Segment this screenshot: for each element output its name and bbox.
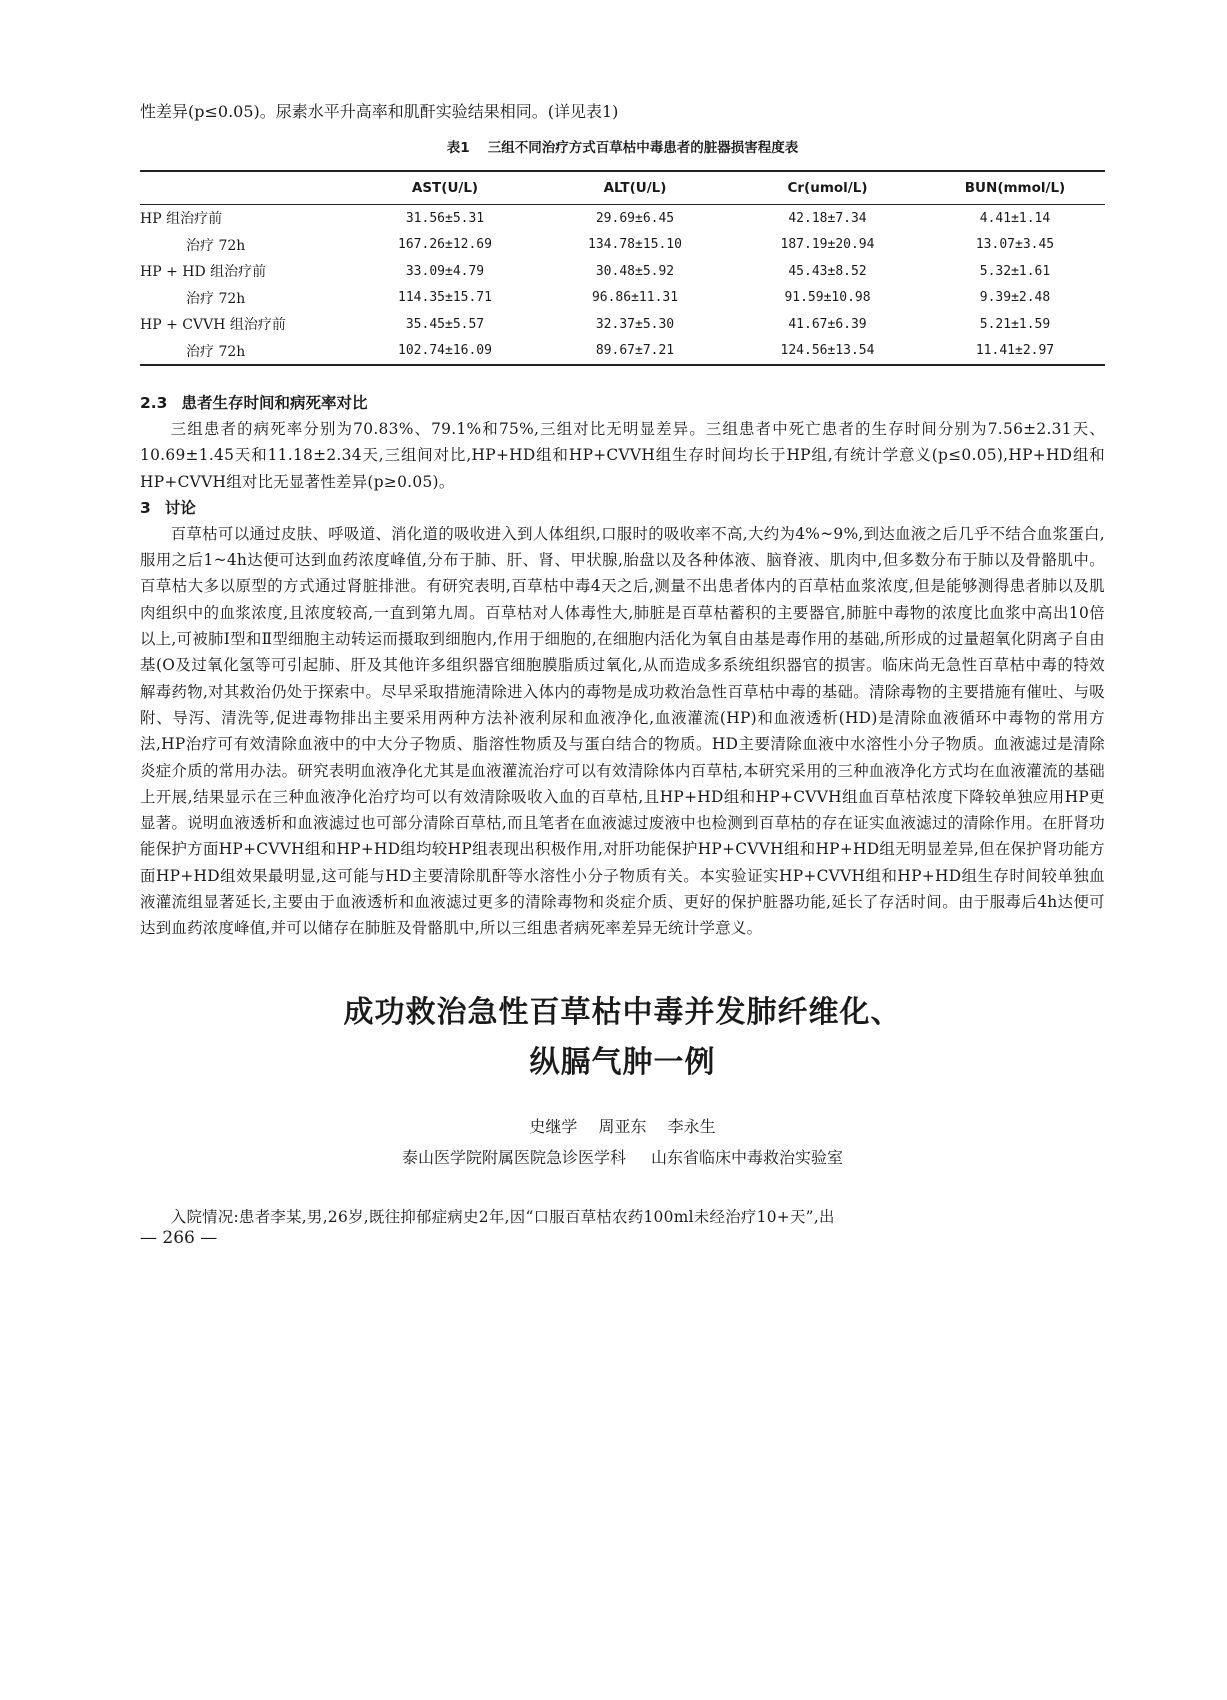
row-label: HP + CVVH 组治疗前 — [140, 317, 286, 334]
row-label: 治疗 72h — [186, 237, 246, 254]
table-cell: 167.26±12.69 — [398, 237, 492, 253]
article-affiliation: 泰山医学院附属医院急诊医学科 山东省临床中毒救治实验室 — [401, 1147, 844, 1167]
section-title: 讨论 — [164, 498, 196, 517]
table-caption-number: 表1 — [446, 140, 470, 156]
table-cell: 9.39±2.48 — [979, 290, 1051, 306]
table-cell: 187.19±20.94 — [780, 237, 875, 253]
table-row — [140, 232, 1105, 259]
table-header-cell — [140, 171, 350, 205]
table-cell: 124.56±13.54 — [730, 338, 925, 366]
table-cell: 91.59±10.98 — [784, 290, 871, 306]
row-label: 治疗 72h — [186, 290, 246, 307]
table-cell: 32.37±5.30 — [595, 316, 675, 332]
table-cell: 42.18±7.34 — [788, 210, 867, 226]
table-cell: 89.67±7.21 — [540, 338, 730, 366]
section-title: 患者生存时间和病死率对比 — [181, 394, 368, 412]
article-title-line-1: 成功救治急性百草枯中毒并发肺纤维化、 — [343, 994, 902, 1030]
section-heading-3 — [140, 495, 1105, 521]
table-cell: 114.35±15.71 — [398, 290, 492, 306]
table-cell: 31.56±5.31 — [405, 210, 485, 226]
table-header-cell: ALT(U/L) — [540, 171, 730, 205]
table-cell: 96.86±11.31 — [591, 290, 679, 306]
table-cell: 134.78±15.10 — [588, 237, 682, 253]
row-label: 治疗 72h — [140, 338, 350, 366]
page-number: — 266 — — [140, 1228, 218, 1248]
section-number: 3 — [140, 498, 151, 517]
table-header-cell: AST(U/L) — [350, 171, 540, 205]
table-cell: 5.32±1.61 — [979, 263, 1051, 279]
table-cell: 29.69±6.45 — [595, 210, 675, 226]
discussion-paragraph: 百草枯可以通过皮肤、呼吸道、消化道的吸收进入到人体组织,口服时的吸收率不高,大约为4%~9%,到达血液之后几乎不结合血浆蛋白,服用之后1~4h达便可达到血药浓度峰值,分布于肺、肝、肾、甲状腺,胎盘以及各种体液、脑脊液、肌肉中,但多数分布于肺以及骨骼肌中。百草枯大多以原型的方式通过肾脏排泄。有研究表明,百草枯中毒4天之后,测量不出患者体内的百草枯血浆浓度,但是能够测得患者肺以及肌肉组织中的血浆浓度,且浓度较高,一直到第九周。百草枯对人体毒性大,肺脏是百草枯蓄积的主要器官,肺脏中毒物的浓度比血浆中高出10倍以上,可被肺Ⅰ型和Ⅱ型细胞主动转运而摄取到细胞内,作用于细胞的,在细胞内活化为氧自由基是毒作用的基础,所形成的过量超氧化阴离子自由基(O及过氧化氢等可引起肺、肝及其他许多组织器官细胞膜脂质过氧化,从而造成多系统组织器官的损害。临床尚无急性百草枯中毒的特效解毒药物,对其救治仍处于探索中。尽早采取措施清除进入体内的毒物是成功救治急性百草枯中毒的基础。清除毒物的主要措施有催吐、与吸附、导泻、清洗等,促进毒物排出主要采用两种方法补液利尿和血液净化,血液灌流(HP)和血液透析(HD)是清除血液循环中毒物的常用方法,HP治疗可有效清除血液中的中大分子物质、脂溶性物质及与蛋白结合的物质。HD主要清除血液中水溶性小分子物质。血液滤过是清除炎症介质的常用办法。研究表明血液净化尤其是血液灌流治疗可以有效清除体内百草枯,本研究采用的三种血液净化方式均在血液灌流的基础上开展,结果显示在三种血液净化治疗均可以有效清除吸收入血的百草枯,且HP+HD组和HP+CVVH组血百草枯浓度下降较单独应用HP更显著。说明血液透析和血液滤过也可部分清除百草枯,而且笔者在血液滤过废液中也检测到百草枯的存在证实血液滤过的清除作用。在肝肾功能保护方面HP+CVVH组和HP+HD组均较HP组表现出积极作用,对肝功能保护HP+CVVH组和HP+HD组无明显差异,但在保护肾功能方面HP+HD组效果最明显,这可能与HD主要清除肌酐等水溶性小分子物质有关。本实验证实HP+CVVH组和HP+HD组生存时间较单独血液灌流组显著延长,主要由于血液透析和血液滤过更多的清除毒物和炎症介质、更好的保护脏器功能,延长了存活时间。由于服毒后4h达便可达到血药浓度峰值,并可以储存在肺脏及骨骼肌中,所以三组患者病死率差异无统计学意义。 — [140, 524, 1105, 938]
article-authors: 史继学 周亚东 李永生 — [529, 1116, 716, 1136]
table-cell: 45.43±8.52 — [788, 263, 867, 279]
article-title — [140, 988, 1105, 1088]
section-2-3-paragraph: 三组患者的病死率分别为70.83%、79.1%和75%,三组对比无明显差异。三组患者中死亡患者的生存时间分别为7.56±2.31天、10.69±1.45天和11.18±2.34天,三组间对比,HP+HD组和HP+CVVH组生存时间均长于HP组,有统计学意义(p≤0.05),HP+HD组和HP+CVVH组对比无显著性差异(p≥0.05)。 — [140, 420, 1105, 491]
table-row — [140, 311, 1105, 338]
organ-damage-table — [140, 170, 1105, 366]
table-cell: 33.09±4.79 — [405, 263, 485, 279]
row-label: HP 组治疗前 — [140, 211, 223, 228]
table-cell: 30.48±5.92 — [595, 263, 675, 279]
table-cell: 102.74±16.09 — [350, 338, 540, 366]
page-content — [140, 100, 1105, 1230]
table-cell: 4.41±1.14 — [979, 210, 1051, 226]
admission-paragraph: 入院情况:患者李某,男,26岁,既往抑郁症病史2年,因“口服百草枯农药100ml未经治疗10+天”,出 — [170, 1207, 835, 1226]
table-cell: 13.07±3.45 — [975, 237, 1055, 253]
table-caption-text: 三组不同治疗方式百草枯中毒患者的脏器损害程度表 — [487, 140, 799, 156]
table-cell: 11.41±2.97 — [925, 338, 1105, 366]
table-cell: 5.21±1.59 — [979, 316, 1051, 332]
table-row — [140, 338, 1105, 366]
table-header-row — [140, 171, 1105, 205]
article-title-line-2: 纵膈气肿一例 — [529, 1044, 716, 1080]
table-row — [140, 205, 1105, 232]
intro-line: 性差异(p≤0.05)。尿素水平升高率和肌酐实验结果相同。(详见表1) — [140, 102, 619, 121]
section-number: 2.3 — [140, 394, 168, 412]
section-heading-2-3 — [140, 390, 1105, 416]
table-header-cell: BUN(mmol/L) — [925, 171, 1105, 205]
table-cell: 35.45±5.57 — [405, 316, 485, 332]
row-label: HP + HD 组治疗前 — [140, 264, 267, 281]
table-caption — [140, 136, 1105, 156]
table-header-cell: Cr(umol/L) — [730, 171, 925, 205]
table-row — [140, 285, 1105, 312]
table-row — [140, 258, 1105, 285]
table-cell: 41.67±6.39 — [788, 316, 867, 332]
